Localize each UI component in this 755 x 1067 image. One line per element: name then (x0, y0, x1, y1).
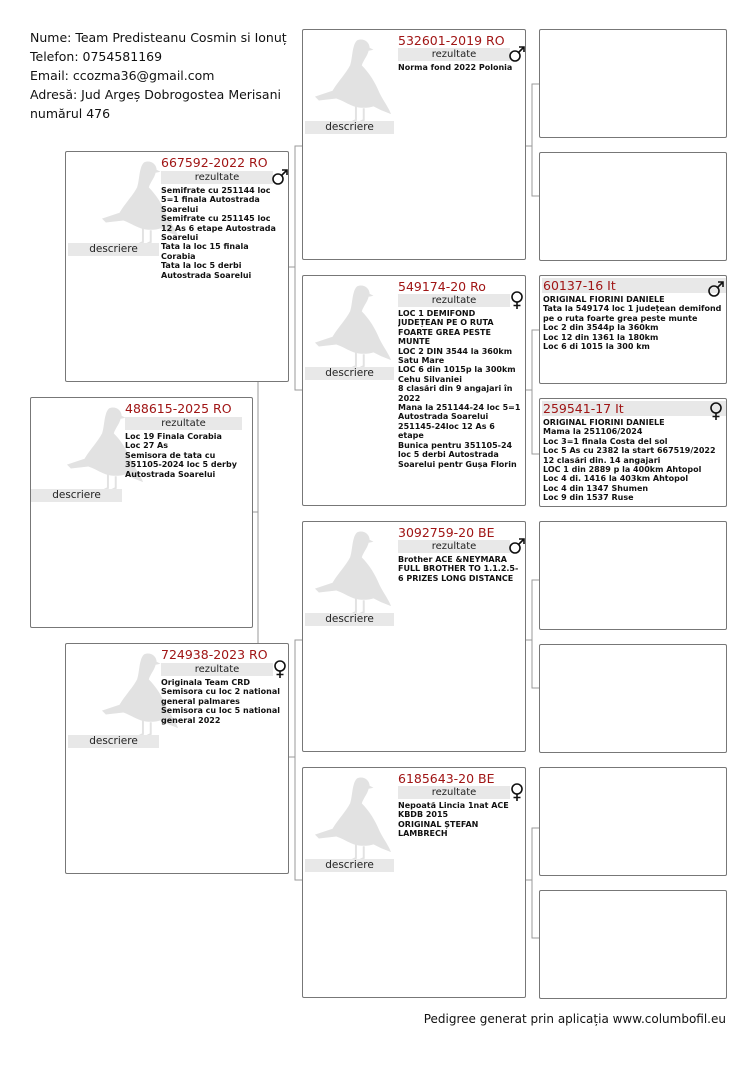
owner-address-number: numărul 476 (30, 106, 111, 121)
description-button[interactable]: descriere (31, 489, 122, 502)
female-icon (508, 291, 526, 309)
description-button[interactable]: descriere (305, 121, 394, 134)
ring-number: 488615-2025 RO (125, 401, 232, 416)
male-icon (271, 168, 289, 186)
results-button[interactable]: rezultate (398, 294, 510, 307)
description-button[interactable]: descriere (305, 367, 394, 380)
results-text: Originala Team CRD Semisora cu loc 2 national general palmares Semisora cu loc 5 national general 2022 (161, 678, 280, 725)
female-icon (508, 783, 526, 801)
results-text: ORIGINAL FIORINI DANIELE Tata la 549174 loc 1 județean demifond pe o ruta foarte grea peste munte Loc 2 din 3544p la 360km Loc 12 din 1361 la 180km Loc 6 di 1015 la 300 km (543, 295, 722, 352)
results-button[interactable]: rezultate (398, 48, 510, 61)
owner-phone: Telefon: 0754581169 (30, 49, 163, 64)
sire-dam-dam-card[interactable] (539, 398, 727, 507)
sire-card[interactable] (65, 151, 289, 382)
dam-card[interactable] (65, 643, 289, 874)
sire-dam-card[interactable] (302, 275, 526, 506)
male-icon (508, 45, 526, 63)
ring-number: 6185643-20 BE (398, 771, 495, 786)
ggp-card-1[interactable] (539, 29, 727, 138)
results-text: ORIGINAL FIORINI DANIELE Mama la 251106/2024 Loc 3=1 finala Costa del sol Loc 5 As cu 2382 la start 667519/2022 12 clasări din. 14 angajari LOC 1 din 2889 p la 400km Ahtopol Loc 4 di. 1416 la 403km Ahtopol Loc 4 din 1347 Shumen Loc 9 din 1537 Ruse (543, 418, 716, 503)
dam-sire-card[interactable] (302, 521, 526, 752)
pigeon-image (313, 527, 393, 617)
ggp-card-7[interactable] (539, 767, 727, 876)
ring-number: 724938-2023 RO (161, 647, 268, 662)
pigeon-image (313, 773, 393, 863)
ggp-card-6[interactable] (539, 644, 727, 753)
ring-number: 259541-17 It (542, 401, 727, 416)
owner-address: Adresă: Jud Argeș Dobrogostea Merisani (30, 87, 281, 102)
footer-credit: Pedigree generat prin aplicația www.columbofil.eu (423, 1012, 726, 1026)
ring-number: 3092759-20 BE (398, 525, 495, 540)
description-button[interactable]: descriere (68, 243, 159, 256)
ggp-card-5[interactable] (539, 521, 727, 630)
dam-dam-card[interactable] (302, 767, 526, 998)
results-button[interactable]: rezultate (398, 786, 510, 799)
ring-number: 60137-16 It (542, 278, 727, 293)
sire-dam-sire-card[interactable] (539, 275, 727, 384)
results-button[interactable]: rezultate (161, 663, 273, 676)
male-icon (508, 537, 526, 555)
ring-number: 549174-20 Ro (398, 279, 486, 294)
subject-card[interactable] (30, 397, 253, 628)
description-button[interactable]: descriere (305, 859, 394, 872)
ring-number: 667592-2022 RO (161, 155, 268, 170)
owner-email: Email: ccozma36@gmail.com (30, 68, 215, 83)
description-button[interactable]: descriere (305, 613, 394, 626)
results-button[interactable]: rezultate (161, 171, 273, 184)
ggp-card-2[interactable] (539, 152, 727, 261)
female-icon (271, 660, 289, 678)
ggp-card-8[interactable] (539, 890, 727, 999)
results-text: Loc 19 Finala Corabia Loc 27 As Semisora de tata cu 351105-2024 loc 5 derby Autostrada Soarelui (125, 432, 237, 479)
results-text: Semifrate cu 251144 loc 5=1 finala Autostrada Soarelui Semifrate cu 251145 loc 12 As 6 etape Autostrada Soarelui Tata la loc 15 finala Corabia Tata la loc 5 derbi Autostrada Soarelui (161, 186, 276, 280)
results-text: Nepoată Lincia 1nat ACE KBDB 2015 ORIGINAL ȘTEFAN LAMBRECH (398, 801, 509, 839)
pigeon-image (313, 281, 393, 371)
results-button[interactable]: rezultate (398, 540, 510, 553)
owner-name: Nume: Team Predisteanu Cosmin si Ionuț (30, 30, 287, 45)
ring-number: 532601-2019 RO (398, 33, 505, 48)
results-text: Norma fond 2022 Polonia (398, 63, 513, 72)
description-button[interactable]: descriere (68, 735, 159, 748)
results-button[interactable]: rezultate (125, 417, 242, 430)
pigeon-image (313, 35, 393, 125)
results-text: LOC 1 DEMIFOND JUDEȚEAN PE O RUTA FOARTE GREA PESTE MUNTE LOC 2 DIN 3544 la 360km Satu Mare LOC 6 din 1015p la 300km Cehu Silvaniei 8 clasări din 9 angajari în 2022 Mana la 251144-24 loc 5=1 Autostrada Soarelui 251145-24loc 12 As 6 etape Bunica pentru 351105-24 loc 5 derbi Autostrada Soarelui pentr Gușa Florin (398, 309, 521, 469)
sire-sire-card[interactable] (302, 29, 526, 260)
results-text: Brother ACE &NEYMARA FULL BROTHER TO 1.1.2.5-6 PRIZES LONG DISTANCE (398, 555, 519, 583)
